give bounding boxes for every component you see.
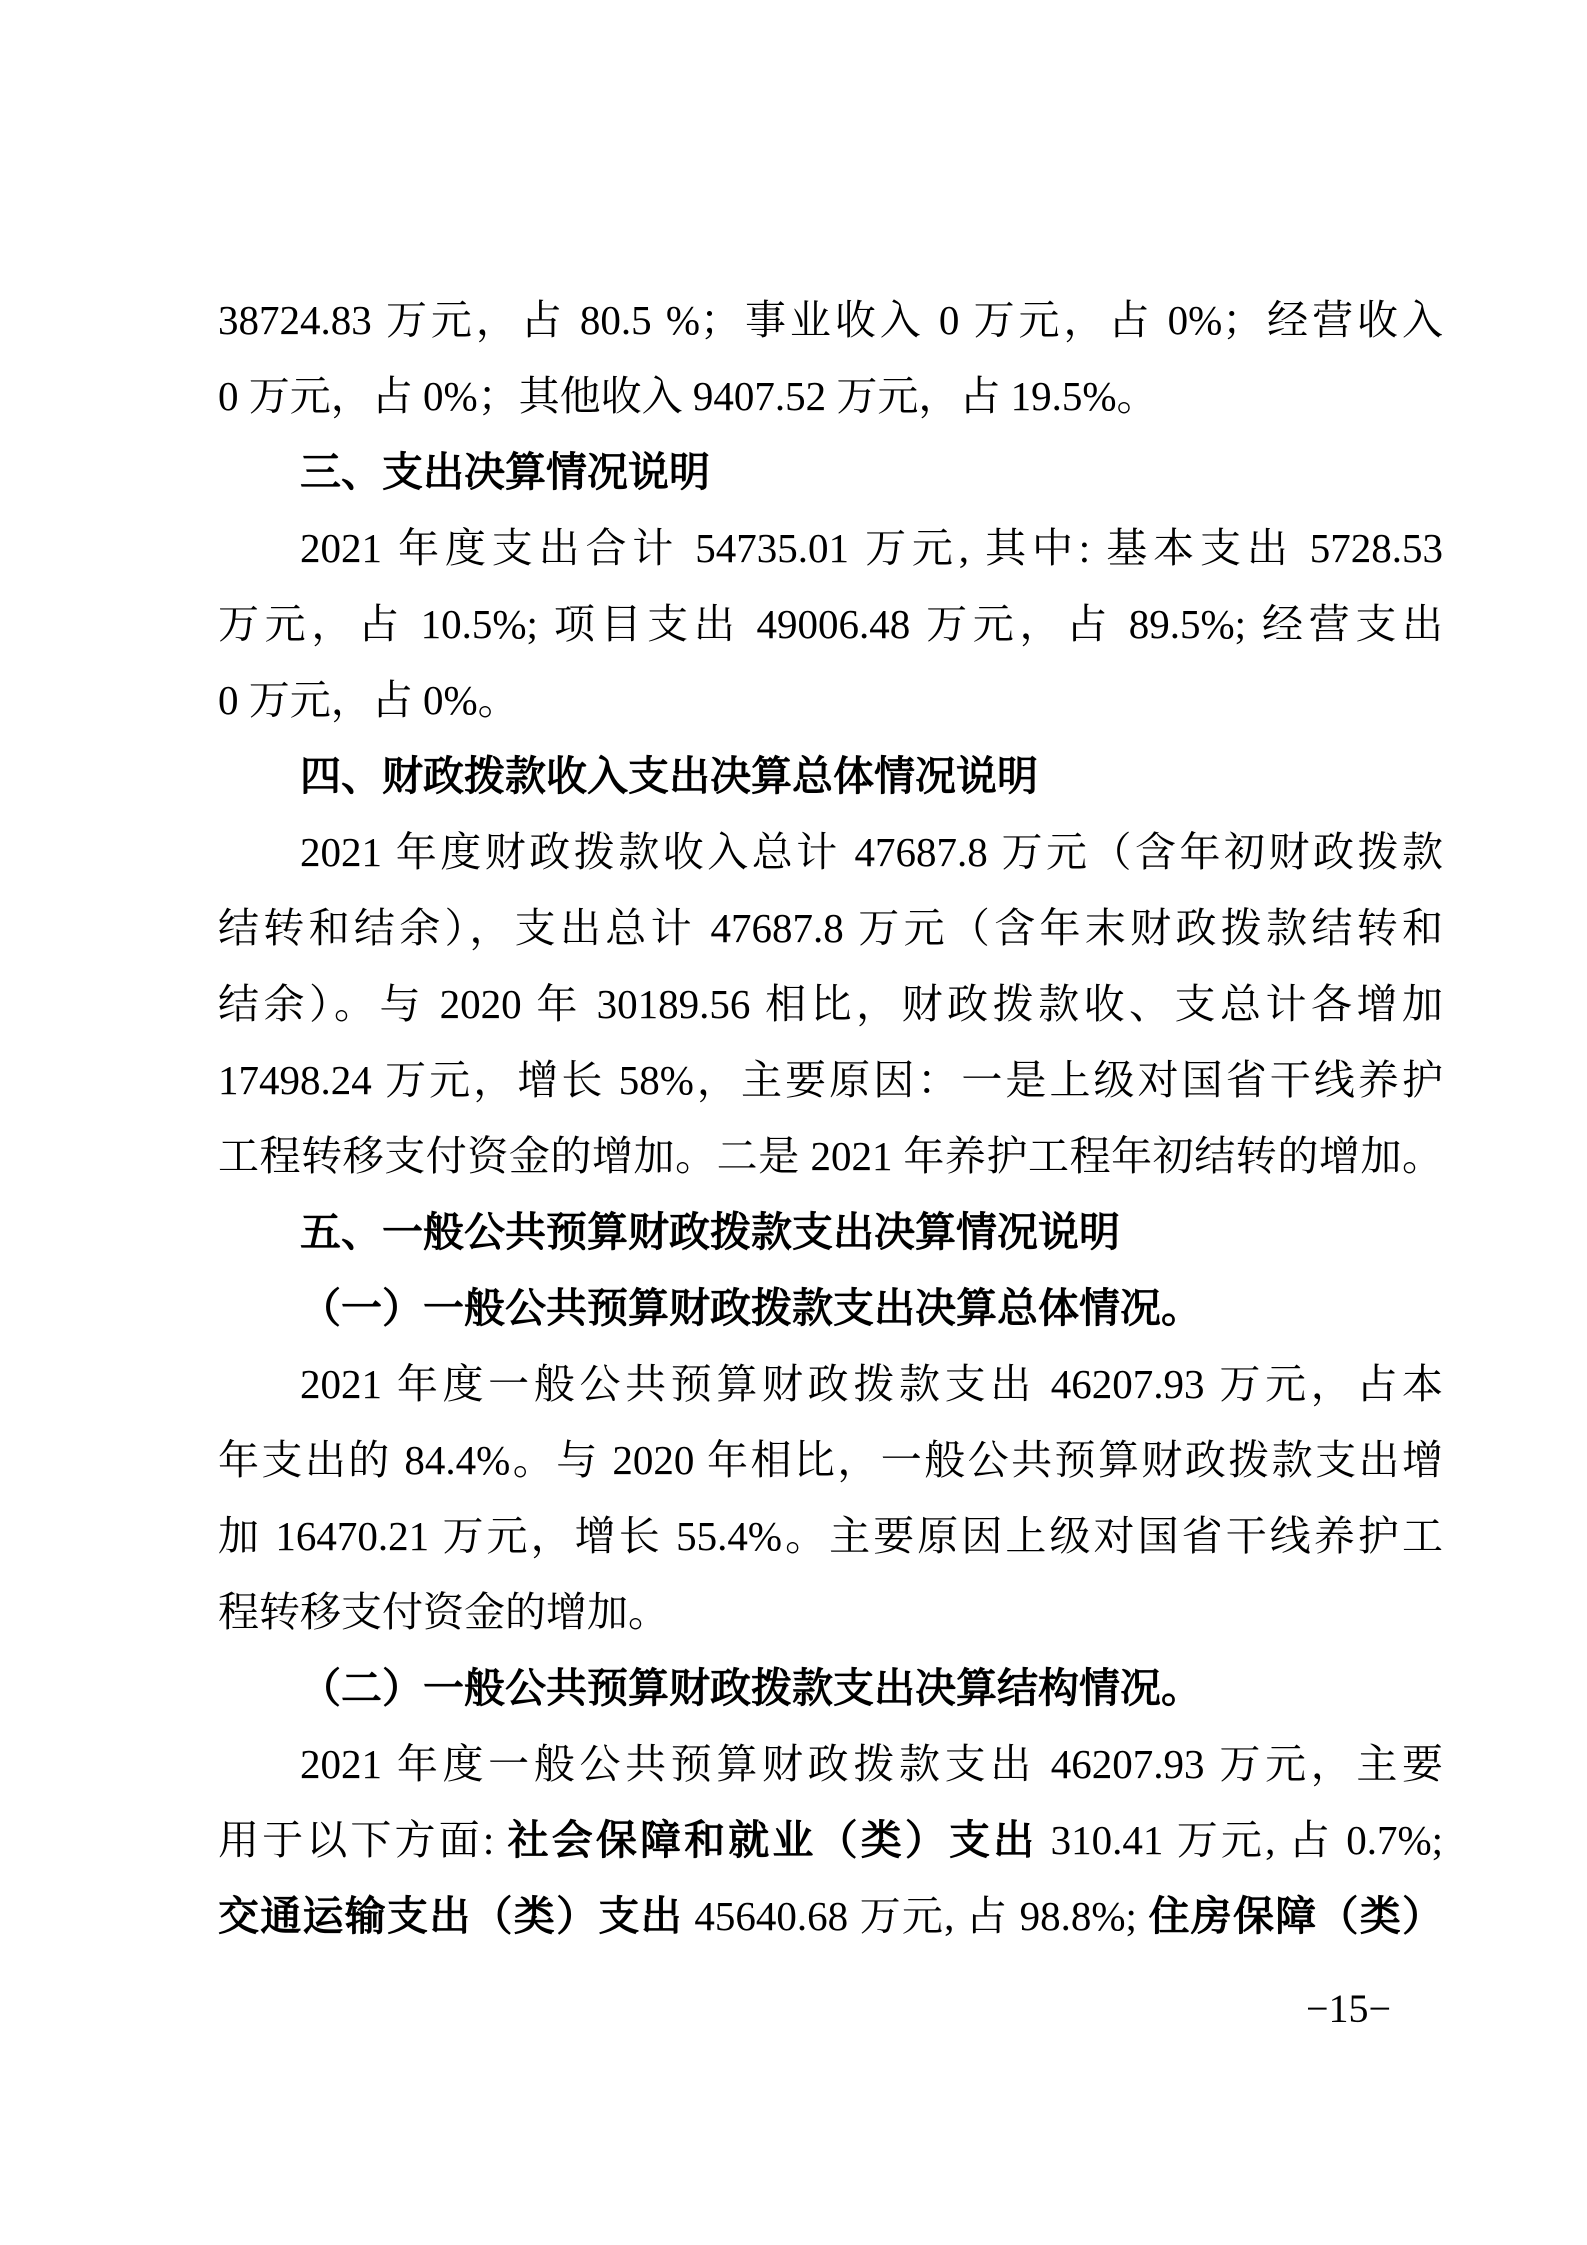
paragraph-last-line: 0 万元，占 0%。: [218, 677, 519, 723]
paragraph-line: 年支出的 84.4%。与 2020 年相比，一般公共预算财政拨款支出增: [218, 1437, 1443, 1483]
paragraph-first-line: 2021 年度一般公共预算财政拨款支出 46207.93 万元，主要: [300, 1741, 1443, 1787]
section-heading-5: 五、一般公共预算财政拨款支出决算情况说明: [300, 1209, 1120, 1255]
paragraph-last-line: 工程转移支付资金的增加。二是 2021 年养护工程年初结转的增加。: [218, 1133, 1443, 1179]
page-number: −15−: [1306, 1986, 1392, 2031]
category-name-bold: 交通运输支出（类）支出: [218, 1893, 683, 1939]
continuation-line: 38724.83 万元，占 80.5 %；事业收入 0 万元，占 0%；经营收入: [218, 297, 1443, 343]
section-heading-4: 四、财政拨款收入支出决算总体情况说明: [300, 753, 1038, 799]
paragraph-line: 结余）。与 2020 年 30189.56 相比，财政拨款收、支总计各增加: [218, 981, 1443, 1027]
category-name-bold: 社会保障和就业（类）支出: [507, 1817, 1038, 1863]
paragraph-first-line: 2021 年度一般公共预算财政拨款支出 46207.93 万元，占本: [300, 1361, 1443, 1407]
paragraph-line: 加 16470.21 万元，增长 55.4%。主要原因上级对国省干线养护工: [218, 1513, 1443, 1559]
paragraph-line: [218, 1878, 1443, 1954]
body-text: 310.41 万元, 占 0.7%;: [1037, 1817, 1443, 1863]
body-text: 用于以下方面:: [218, 1817, 508, 1863]
section-heading-3: 三、支出决算情况说明: [300, 449, 710, 495]
paragraph-line: [218, 1802, 1443, 1878]
paragraph-line: 万元，占 10.5%; 项目支出 49006.48 万元，占 89.5%; 经营支出: [218, 601, 1443, 647]
paragraph-first-line: 2021 年度财政拨款收入总计 47687.8 万元（含年初财政拨款: [300, 829, 1443, 875]
paragraph-last-line: 0 万元，占 0%；其他收入 9407.52 万元，占 19.5%。: [218, 373, 1158, 419]
document-body: [218, 282, 1443, 1954]
subsection-heading-2: （二）一般公共预算财政拨款支出决算结构情况。: [300, 1665, 1202, 1711]
body-text: 45640.68 万元, 占 98.8%;: [682, 1893, 1149, 1939]
paragraph-last-line: 程转移支付资金的增加。: [218, 1589, 669, 1635]
paragraph-first-line: 2021 年度支出合计 54735.01 万元, 其中: 基本支出 5728.53: [300, 525, 1443, 571]
paragraph-line: 17498.24 万元，增长 58%，主要原因：一是上级对国省干线养护: [218, 1057, 1443, 1103]
category-name-bold: 住房保障（类）: [1148, 1893, 1443, 1939]
subsection-heading-1: （一）一般公共预算财政拨款支出决算总体情况。: [300, 1285, 1202, 1331]
paragraph-line: 结转和结余），支出总计 47687.8 万元（含年末财政拨款结转和: [218, 905, 1443, 951]
